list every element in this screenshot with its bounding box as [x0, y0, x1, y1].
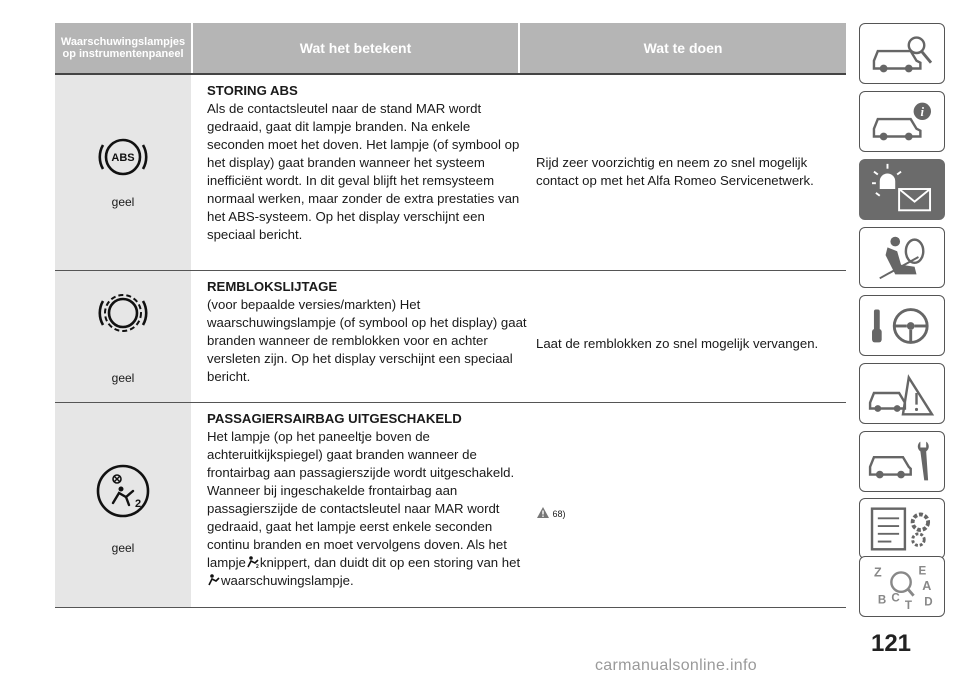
lamp-color-label: geel — [111, 371, 135, 385]
alphabetical-index-icon — [860, 557, 944, 616]
lamp-color-label: geel — [111, 541, 135, 555]
tab-emergency[interactable] — [859, 363, 945, 424]
svg-text:C: C — [891, 591, 900, 605]
action-cell: Laat de remblokken zo snel mogelijk vervangen. — [536, 336, 819, 351]
tab-starting-driving[interactable] — [859, 295, 945, 356]
table-header — [55, 23, 846, 73]
lamp-color-label: geel — [111, 195, 135, 209]
action-cell: Rijd zeer voorzichtig en neem zo snel mogelijk contact op met het Alfa Romeo Servicenetwerk. — [536, 155, 814, 188]
row-title: STORING ABS — [207, 83, 298, 98]
row-text: Het lampje (op het paneeltje boven de achteruitkijkspiegel) gaat branden wanneer de frontairbag aan passagierszijde wordt uitgeschakeld. Wanneer bij ingeschakelde frontairbag aan passagierszijde de contactsleutel naar MAR wordt gedraaid, gaat het lampje eerst enkele seconden continu branden en moet vervolgens doven. — [207, 429, 515, 552]
abs-warning-icon — [93, 127, 153, 187]
svg-text:B: B — [877, 593, 887, 607]
row-text: (voor bepaalde versies/markten) Het waarschuwingslampje (of symbool op het display) gaat branden wanneer de remblokken voor en achter versleten zijn. Op het display verschijnt een speciaal bericht. — [207, 297, 527, 384]
header-lamps: Waarschuwingslampjes op instrumentenpaneel — [55, 23, 191, 73]
brake-pad-wear-icon — [93, 283, 153, 343]
svg-text:i: i — [920, 105, 925, 120]
lamp-cell — [55, 271, 191, 403]
meaning-cell — [207, 82, 527, 244]
action-cell — [536, 505, 846, 523]
svg-text:A: A — [922, 578, 932, 593]
row-title: REMBLOKSLIJTAGE — [207, 279, 338, 294]
lamp-cell — [55, 75, 191, 271]
car-info-icon — [860, 92, 944, 151]
car-search-icon — [860, 24, 944, 83]
watermark: carmanualsonline.info — [595, 657, 757, 674]
row-text: Als de contactsleutel naar de stand MAR wordt gedraaid, gaat dit lampje branden. Na enkele seconden moet het doven. Het lampje (of symbool op het display) gaat branden wanneer het systeem inefficiënt wordt. In dit geval blijft het remsysteem normaal werken, maar zonder de extra prestaties van het ABS-systeem. Op het display verschijnt een speciaal bericht. — [207, 101, 520, 242]
meaning-cell — [207, 278, 527, 386]
seat-airbag-icon — [860, 228, 944, 287]
tab-warning-lights[interactable] — [859, 159, 945, 220]
tab-technical-data[interactable] — [859, 498, 945, 559]
row-divider — [55, 607, 846, 608]
key-steering-wheel-icon — [860, 296, 944, 355]
table-row — [55, 271, 846, 403]
svg-text:2: 2 — [135, 498, 142, 510]
technical-data-icon — [860, 499, 944, 558]
tab-car-info[interactable] — [859, 91, 945, 152]
row-text-c: waarschuwingslampje. — [221, 573, 354, 588]
note-reference: 68) — [552, 509, 566, 519]
tab-car-search[interactable] — [859, 23, 945, 84]
table-row — [55, 403, 846, 608]
meaning-cell — [207, 410, 527, 590]
warning-lights-message-icon — [860, 160, 944, 219]
header-action: Wat te doen — [520, 23, 846, 73]
lamp-cell — [55, 403, 191, 608]
header-meaning: Wat het betekent — [193, 23, 518, 73]
row-title: PASSAGIERSAIRBAG UITGESCHAKELD — [207, 411, 462, 426]
row-text-a: Als het lampje — [207, 537, 507, 570]
tab-index[interactable] — [859, 556, 945, 617]
svg-text:T: T — [904, 599, 912, 613]
svg-text:ABS: ABS — [111, 152, 135, 164]
svg-text:D: D — [924, 595, 933, 609]
svg-text:E: E — [918, 564, 927, 578]
car-wrench-icon — [860, 432, 944, 491]
page-number: 121 — [870, 630, 912, 657]
tab-maintenance[interactable] — [859, 431, 945, 492]
table-row — [55, 75, 846, 271]
car-accident-icon — [860, 364, 944, 423]
tab-safety[interactable] — [859, 227, 945, 288]
row-text-b: knippert, dan duidt dit op een storing van het — [259, 555, 521, 570]
warning-triangle-icon — [536, 506, 550, 519]
svg-text:Z: Z — [873, 565, 882, 580]
airbag-inline-icon — [207, 573, 221, 587]
airbag-inline-icon — [246, 555, 260, 569]
svg-text:2: 2 — [255, 564, 259, 569]
passenger-airbag-off-icon — [93, 461, 153, 521]
